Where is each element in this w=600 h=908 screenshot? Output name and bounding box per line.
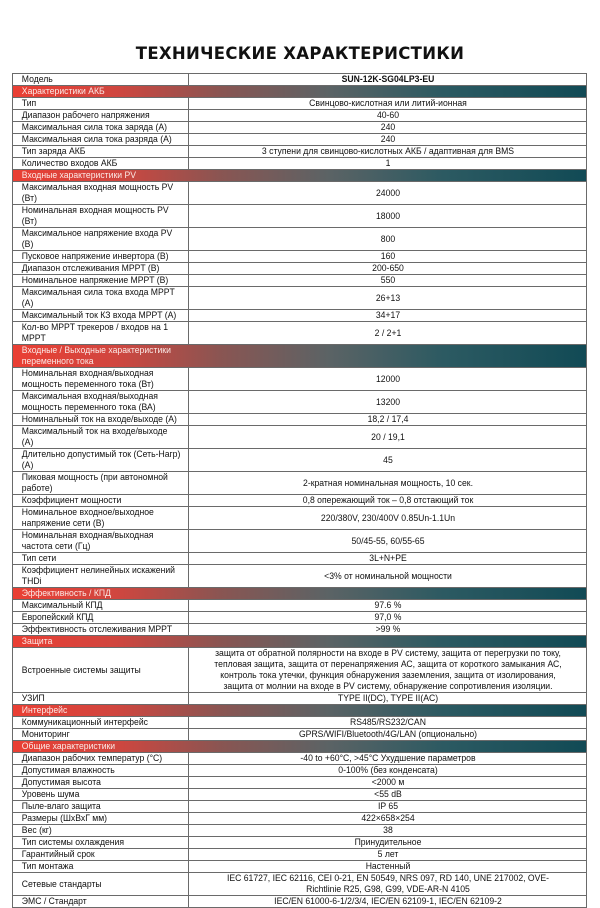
- table-row: [13, 825, 587, 837]
- row-value: 160: [380, 251, 395, 261]
- value-cell: [196, 251, 578, 263]
- spec-table: [12, 73, 587, 908]
- value-cell: [196, 861, 578, 873]
- row-label: Максимальная входная/выходная мощность переменного тока (ВА): [16, 391, 185, 414]
- value-cell: [196, 896, 578, 908]
- value-cell: [196, 648, 578, 693]
- row-label: Диапазон рабочих температур (°C): [16, 753, 185, 765]
- value-cell: [196, 624, 578, 636]
- table-row: [13, 813, 587, 825]
- value-cell: [196, 717, 578, 729]
- row-value: 800: [380, 233, 395, 244]
- row-label: Максимальный ток КЗ входа MPPT (А): [16, 310, 185, 322]
- row-value: <2000 м: [371, 777, 404, 787]
- row-label: Тип заряда АКБ: [16, 146, 185, 158]
- table-row: [13, 251, 587, 263]
- row-value: 13200: [375, 396, 400, 407]
- table-row: [13, 426, 587, 449]
- value-cell: [196, 849, 578, 861]
- row-label: Номинальное напряжение MPPT (В): [16, 275, 185, 287]
- value-cell: [196, 729, 578, 741]
- table-row: [13, 507, 587, 530]
- table-row: [13, 495, 587, 507]
- table-row: [13, 322, 587, 345]
- row-value: -40 to +60°C, >45°C Ухудшение параметров: [299, 753, 476, 763]
- value-cell: [196, 98, 578, 110]
- row-label: УЗИП: [16, 693, 185, 705]
- section-title: Интерфейс: [16, 705, 185, 717]
- row-value: 50/45-55, 60/55-65: [350, 535, 425, 546]
- table-row: [13, 553, 587, 565]
- row-label: Максимальный КПД: [16, 600, 185, 612]
- value-cell: [196, 789, 578, 801]
- section-bar: [196, 345, 578, 368]
- row-value: 2 / 2+1: [374, 327, 401, 338]
- value-cell: [196, 146, 578, 158]
- section-header: [13, 741, 587, 753]
- table-row: [13, 753, 587, 765]
- row-label: Тип системы охлаждения: [16, 837, 185, 849]
- value-cell: [196, 205, 578, 228]
- value-cell: [196, 777, 578, 789]
- row-label: Тип монтажа: [16, 861, 185, 873]
- row-value: 18000: [375, 210, 400, 221]
- row-label: Пиковая мощность (при автономной работе): [16, 472, 185, 495]
- row-value: 3L+N+PE: [368, 553, 407, 563]
- value-cell: [196, 110, 578, 122]
- section-header: [13, 170, 587, 182]
- table-row: [13, 600, 587, 612]
- value-cell: [196, 414, 578, 426]
- row-label: Модель: [16, 74, 185, 86]
- table-row: [13, 849, 587, 861]
- row-label: Максимальная входная мощность PV (Вт): [16, 182, 185, 205]
- row-value: 0-100% (без конденсата): [337, 765, 438, 775]
- row-value: RS485/RS232/CAN: [349, 717, 426, 727]
- row-label: Коммуникационный интерфейс: [16, 717, 185, 729]
- row-label: Максимальный ток на входе/выходе (А): [16, 426, 185, 449]
- table-row: [13, 801, 587, 813]
- value-cell: [196, 391, 578, 414]
- row-label: Номинальное входное/выходное напряжение сети (В): [16, 507, 185, 530]
- section-bar: [196, 170, 578, 182]
- section-header: [13, 588, 587, 600]
- table-row: [13, 530, 587, 553]
- value-cell: [196, 158, 578, 170]
- section-bar: [196, 705, 578, 717]
- table-row: [13, 565, 587, 588]
- table-row: [13, 275, 587, 287]
- row-label: Пыле-влаго защита: [16, 801, 185, 813]
- value-cell: [196, 449, 578, 472]
- table-row: [13, 134, 587, 146]
- row-value: 34+17: [375, 310, 400, 320]
- table-row: [13, 693, 587, 705]
- value-cell: [196, 322, 578, 345]
- row-value: 422×658×254: [360, 813, 415, 823]
- row-value: GPRS/WIFI/Bluetooth/4G/LAN (опционально): [298, 729, 477, 739]
- row-value: <55 dB: [373, 789, 402, 799]
- table-row: [13, 391, 587, 414]
- value-cell: [196, 753, 578, 765]
- row-label: Тип сети: [16, 553, 185, 565]
- table-row: [13, 837, 587, 849]
- table-row: [13, 110, 587, 122]
- row-label: Размеры (ШхВхГ мм): [16, 813, 185, 825]
- section-bar: [196, 636, 578, 648]
- table-row: [13, 228, 587, 251]
- table-row: [13, 873, 587, 896]
- value-cell: [196, 507, 578, 530]
- model-row: [13, 74, 587, 86]
- row-value: <3% от номинальной мощности: [323, 570, 452, 581]
- value-cell: [196, 530, 578, 553]
- row-value: 24000: [375, 187, 400, 198]
- row-value: 97.6 %: [374, 600, 401, 610]
- value-cell: [196, 553, 578, 565]
- row-label: Пусковое напряжение инвертора (В): [16, 251, 185, 263]
- row-label: Максимальное напряжение входа PV (В): [16, 228, 185, 251]
- section-header: [13, 705, 587, 717]
- row-value: 40-60: [376, 110, 399, 120]
- row-value: 45: [382, 454, 393, 465]
- value-cell: [196, 426, 578, 449]
- row-value: 0,8 опережающий ток – 0,8 отстающий ток: [302, 495, 473, 505]
- table-row: [13, 648, 587, 693]
- row-label: Сетевые стандарты: [16, 873, 185, 896]
- value-cell: [196, 495, 578, 507]
- section-bar: [196, 741, 578, 753]
- row-label: Номинальный ток на входе/выходе (А): [16, 414, 185, 426]
- row-value: 550: [380, 275, 395, 285]
- row-label: Диапазон рабочего напряжения: [16, 110, 185, 122]
- section-header: [13, 86, 587, 98]
- table-row: [13, 624, 587, 636]
- table-row: [13, 263, 587, 275]
- table-row: [13, 861, 587, 873]
- value-cell: [196, 263, 578, 275]
- value-cell: [196, 837, 578, 849]
- row-label: Гарантийный срок: [16, 849, 185, 861]
- value-cell: [196, 287, 578, 310]
- row-value: TYPE II(DC), TYPE II(AC): [337, 693, 438, 703]
- row-label: Диапазон отслеживания MPPT (В): [16, 263, 185, 275]
- table-row: [13, 414, 587, 426]
- value-cell: [196, 693, 578, 705]
- table-row: [13, 98, 587, 110]
- table-row: [13, 729, 587, 741]
- section-title: Входные характеристики PV: [16, 170, 185, 182]
- row-label: Максимальная сила тока разряда (А): [16, 134, 185, 146]
- value-cell: [196, 368, 578, 391]
- section-title: Характеристики АКБ: [16, 86, 185, 98]
- value-cell: [196, 600, 578, 612]
- row-label: Допустимая высота: [16, 777, 185, 789]
- row-value: 2-кратная номинальная мощность, 10 сек.: [302, 477, 473, 488]
- section-header: [13, 345, 587, 368]
- table-row: [13, 612, 587, 624]
- row-value: 200-650: [371, 263, 404, 273]
- row-label: Номинальная входная/выходная мощность переменного тока (Вт): [16, 368, 185, 391]
- row-value: 220/380V, 230/400V 0.85Un-1.1Un: [320, 512, 455, 523]
- row-value: Принудительное: [354, 837, 421, 847]
- row-value: Настенный: [365, 861, 410, 871]
- value-cell: [196, 765, 578, 777]
- section-title: Защита: [16, 636, 185, 648]
- row-value: 240: [380, 134, 395, 144]
- row-value: 18,2 / 17,4: [367, 414, 408, 424]
- table-row: [13, 789, 587, 801]
- row-label: Коэффициент нелинейных искажений THDi: [16, 565, 185, 588]
- row-label: Номинальная входная/выходная частота сети (Гц): [16, 530, 185, 553]
- value-cell: [196, 825, 578, 837]
- row-value: защита от обратной полярности на входе в PV систему, защита от перегрузки по току, тепловая защита, защита от перенапряжения АС, защита от короткого замыкания АС, контроль тока утечки, функция обнаружения заземления, защита от изолирования, защита от молнии на входе в PV систему, обнаружение сопротивления изоляции.: [213, 648, 562, 691]
- row-value: 1: [385, 158, 390, 168]
- row-value: 20 / 19,1: [370, 431, 405, 442]
- row-value: >99 %: [375, 624, 400, 634]
- row-value: 97,0 %: [374, 612, 401, 622]
- value-cell: [196, 228, 578, 251]
- section-bar: [196, 86, 578, 98]
- row-label: Уровень шума: [16, 789, 185, 801]
- value-cell: [196, 122, 578, 134]
- table-row: [13, 449, 587, 472]
- value-cell: [196, 612, 578, 624]
- row-label: Коэффициент мощности: [16, 495, 185, 507]
- value-cell: [196, 801, 578, 813]
- row-value: IEC 61727, IEC 62116, CEI 0-21, EN 50549, NRS 097, RD 140, UNE 217002, OVE-Richtlinie R25, G98, G99, VDE-AR-N 4105: [226, 873, 549, 894]
- table-row: [13, 777, 587, 789]
- value-cell: [196, 813, 578, 825]
- section-header: [13, 636, 587, 648]
- table-row: [13, 765, 587, 777]
- row-value: 5 лет: [377, 849, 398, 859]
- value-cell: [196, 275, 578, 287]
- row-value: IP 65: [377, 801, 398, 811]
- row-label: Эффективность отслеживания MPPT: [16, 624, 185, 636]
- row-label: Максимальная сила тока заряда (А): [16, 122, 185, 134]
- row-value: IEC/EN 61000-6-1/2/3/4, IEC/EN 62109-1, IEC/EN 62109-2: [273, 896, 502, 906]
- row-label: Длительно допустимый ток (Сеть-Нагр) (А): [16, 449, 185, 472]
- row-value: 38: [382, 825, 393, 835]
- section-title: Эффективность / КПД: [16, 588, 185, 600]
- row-value: Свинцово-кислотная или литий-ионная: [308, 98, 467, 108]
- table-row: [13, 182, 587, 205]
- section-title: Входные / Выходные характеристики переменного тока: [16, 345, 185, 368]
- row-label: Допустимая влажность: [16, 765, 185, 777]
- row-value: 240: [380, 122, 395, 132]
- table-row: [13, 122, 587, 134]
- value-cell: [196, 873, 578, 896]
- row-value: 3 ступени для свинцово-кислотных АКБ / адаптивная для BMS: [261, 146, 514, 156]
- table-row: [13, 146, 587, 158]
- row-label: Европейский КПД: [16, 612, 185, 624]
- value-cell: [196, 310, 578, 322]
- table-row: [13, 368, 587, 391]
- section-title: Общие характеристики: [16, 741, 185, 753]
- table-row: [13, 158, 587, 170]
- section-bar: [196, 588, 578, 600]
- row-label: Встроенные системы защиты: [16, 648, 185, 693]
- table-row: [13, 472, 587, 495]
- row-label: ЭМС / Стандарт: [16, 896, 185, 908]
- row-label: Мониторинг: [16, 729, 185, 741]
- row-label: Кол-во MPPT трекеров / входов на 1 MPPT: [16, 322, 185, 345]
- value-cell: [196, 472, 578, 495]
- table-row: [13, 310, 587, 322]
- row-value: 12000: [375, 373, 400, 384]
- value-cell: [196, 182, 578, 205]
- table-row: [13, 205, 587, 228]
- page-title: ТЕХНИЧЕСКИЕ ХАРАКТЕРИСТИКИ: [135, 44, 465, 63]
- value-cell: [196, 134, 578, 146]
- row-label: Тип: [16, 98, 185, 110]
- table-row: [13, 717, 587, 729]
- row-label: Вес (кг): [16, 825, 185, 837]
- row-label: Номинальная входная мощность PV (Вт): [16, 205, 185, 228]
- value-cell: [196, 565, 578, 588]
- model-value: SUN-12K-SG04LP3-EU: [196, 74, 578, 86]
- table-row: [13, 287, 587, 310]
- row-label: Максимальная сила тока входа MPPT (А): [16, 287, 185, 310]
- row-label: Количество входов АКБ: [16, 158, 185, 170]
- table-row: [13, 896, 587, 908]
- row-value: 26+13: [375, 292, 400, 303]
